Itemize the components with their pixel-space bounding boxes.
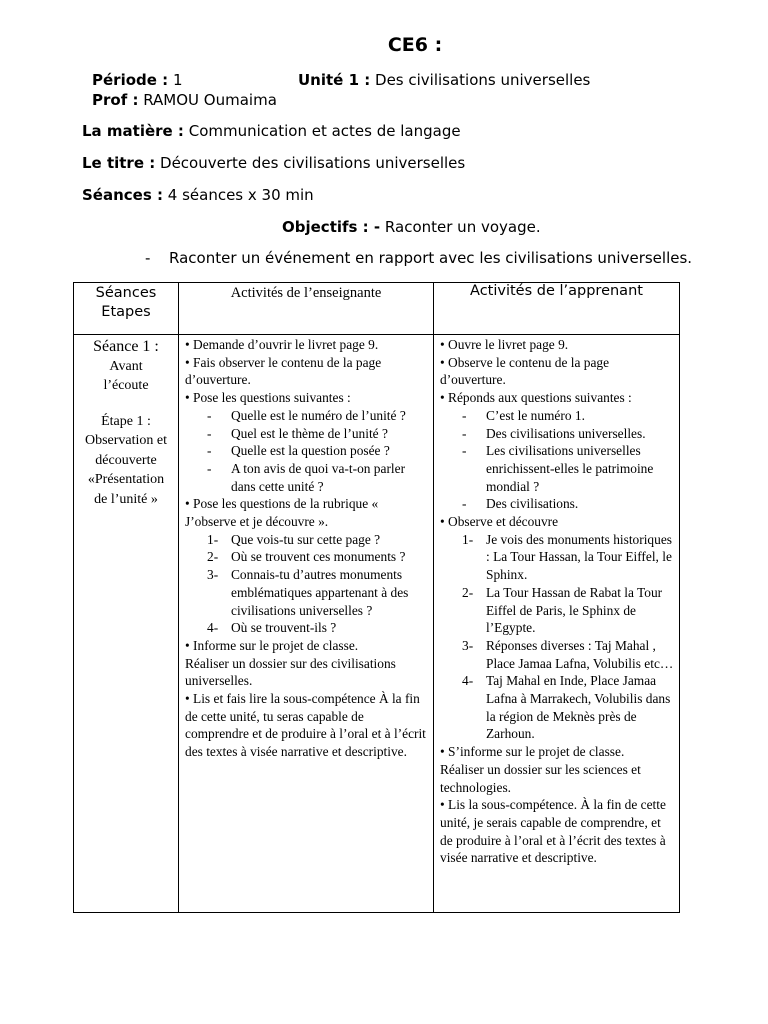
unite-label: Unité 1 : bbox=[298, 71, 371, 89]
ens-question-text: A ton avis de quoi va-t-on parler dans cette unité ? bbox=[231, 460, 406, 494]
objectifs-line bbox=[282, 218, 541, 236]
presentation-text: «Présentation bbox=[87, 472, 165, 487]
observation-text: Observation et bbox=[84, 433, 168, 448]
periode-line bbox=[92, 71, 182, 89]
ens-numbered-text: Que vois-tu sur cette page ? bbox=[231, 531, 381, 547]
dash-marker: - bbox=[462, 443, 467, 459]
app-item: • Réponds aux questions suivantes : bbox=[440, 390, 632, 406]
ens-numbered bbox=[185, 548, 429, 566]
app-item: Réaliser un dossier sur les sciences et technologies. bbox=[440, 761, 641, 795]
ens-question bbox=[185, 407, 429, 425]
objectif-2-dash: - bbox=[145, 249, 151, 267]
ens-item: • Demande d’ouvrir le livret page 9. bbox=[185, 337, 379, 352]
avant-text: Avant bbox=[109, 358, 143, 374]
dash-marker: - bbox=[462, 407, 467, 423]
number-marker: 4- bbox=[462, 673, 474, 689]
number-marker: 1- bbox=[462, 531, 474, 547]
matiere-line bbox=[82, 122, 461, 140]
etape-label: Étape 1 : bbox=[101, 413, 151, 429]
ens-item: • Lis et fais lire la sous-compétence À la fin de cette unité, tu seras capable de comprendre et de produire à l’oral et à l’écrit des textes à visée narrative et descriptive. bbox=[185, 691, 426, 760]
app-numbered bbox=[440, 637, 675, 672]
app-answer bbox=[440, 442, 675, 495]
ens-numbered-text: Où se trouvent ces monuments ? bbox=[231, 549, 406, 565]
table-header-row bbox=[74, 283, 680, 335]
app-numbered-text: Réponses diverses : Taj Mahal , Place Jamaa Lafna, Volubilis etc… bbox=[486, 637, 674, 671]
number-marker: 3- bbox=[207, 567, 219, 583]
app-answer bbox=[440, 425, 675, 443]
etape-cell bbox=[74, 335, 179, 913]
app-answer bbox=[440, 407, 675, 425]
ens-question-text: Quelle est la question posée ? bbox=[231, 443, 390, 459]
number-marker: 2- bbox=[207, 549, 219, 565]
app-numbered bbox=[440, 584, 675, 637]
app-item: • Lis la sous-compétence. À la fin de cette unité, je serais capable de comprendre, et de produire à l’oral et à l’écrit des textes à visée narrative et descriptive. bbox=[440, 797, 666, 866]
ens-item: • Pose les questions de la rubrique « J’observe et je découvre ». bbox=[185, 496, 379, 530]
app-numbered-text: Taj Mahal en Inde, Place Jamaa Lafna à Marrakech, Volubilis dans la région de Meknès près de Zarhoun. bbox=[486, 673, 671, 742]
app-item: • Observe et découvre bbox=[440, 514, 559, 530]
number-marker: 4- bbox=[207, 620, 219, 636]
app-numbered-text: La Tour Hassan de Rabat la Tour Eiffel de Paris, le Sphinx de l’Egypte. bbox=[486, 584, 663, 636]
number-marker: 3- bbox=[462, 637, 474, 653]
app-item: • Observe le contenu de la page d’ouverture. bbox=[440, 354, 610, 388]
number-marker: 2- bbox=[462, 584, 474, 600]
decouverte-text: découverte bbox=[95, 452, 157, 468]
app-answer-text: Des civilisations. bbox=[486, 496, 579, 512]
app-numbered-text: Je vois des monuments historiques : La Tour Hassan, la Tour Eiffel, le Sphinx. bbox=[486, 531, 672, 583]
page-title: CE6 : bbox=[387, 34, 443, 56]
ens-item: • Fais observer le contenu de la page d’ouverture. bbox=[185, 354, 382, 388]
ens-item: Réaliser un dossier sur des civilisations universelles. bbox=[185, 655, 396, 689]
app-item: • S’informe sur le projet de classe. bbox=[440, 744, 625, 760]
header-seances-etapes bbox=[74, 283, 179, 335]
ens-item: • Informe sur le projet de classe. bbox=[185, 637, 359, 653]
prof-label: Prof : bbox=[92, 91, 139, 109]
ens-question bbox=[185, 442, 429, 460]
matiere-label: La matière : bbox=[82, 122, 184, 140]
titre-label: Le titre : bbox=[82, 154, 156, 172]
prof-line bbox=[92, 91, 277, 109]
unite-text: de l’unité » bbox=[94, 491, 158, 507]
ens-question-text: Quel est le thème de l’unité ? bbox=[231, 425, 388, 441]
unite-value: Des civilisations universelles bbox=[375, 71, 591, 89]
dash-marker: - bbox=[207, 407, 212, 423]
header-seances: Séances bbox=[95, 285, 157, 301]
table-row bbox=[74, 335, 680, 913]
matiere-value: Communication et actes de langage bbox=[188, 122, 461, 140]
ens-numbered bbox=[185, 531, 429, 549]
header-etapes: Etapes bbox=[101, 304, 151, 320]
dash-marker: - bbox=[462, 496, 467, 512]
ens-question bbox=[185, 425, 429, 443]
dash-marker: - bbox=[462, 425, 467, 441]
ens-numbered-text: Connais-tu d’autres monuments emblématiques appartenant à des civilisations universelles ? bbox=[231, 567, 409, 618]
number-marker: 1- bbox=[207, 531, 219, 547]
app-answer-text: C’est le numéro 1. bbox=[486, 407, 585, 423]
apprenant-cell bbox=[434, 335, 680, 913]
titre-line bbox=[82, 154, 465, 172]
app-numbered bbox=[440, 672, 675, 743]
periode-label: Période : bbox=[92, 71, 169, 89]
objectif-2-text: Raconter un événement en rapport avec les civilisations universelles. bbox=[169, 249, 693, 267]
ens-numbered bbox=[185, 619, 429, 637]
ens-question bbox=[185, 460, 429, 495]
dash-marker: - bbox=[207, 443, 212, 459]
prof-value: RAMOU Oumaima bbox=[143, 91, 277, 109]
header-enseignante: Activités de l’enseignante bbox=[179, 283, 434, 335]
app-answer-text: Des civilisations universelles. bbox=[486, 425, 646, 441]
ens-numbered bbox=[185, 566, 429, 619]
objectifs-label: Objectifs : - bbox=[282, 218, 381, 236]
objectifs-value: Raconter un voyage. bbox=[384, 218, 541, 236]
seances-label: Séances : bbox=[82, 186, 163, 204]
unite-line bbox=[298, 71, 590, 89]
app-answer bbox=[440, 495, 675, 513]
seances-value: 4 séances x 30 min bbox=[167, 186, 314, 204]
app-item: • Ouvre le livret page 9. bbox=[440, 337, 569, 352]
titre-value: Découverte des civilisations universelles bbox=[160, 154, 466, 172]
dash-marker: - bbox=[207, 460, 212, 476]
dash-marker: - bbox=[207, 425, 212, 441]
periode-value: 1 bbox=[172, 71, 183, 89]
header-apprenant: Activités de l’apprenant bbox=[434, 283, 680, 335]
ens-question-text: Quelle est le numéro de l’unité ? bbox=[231, 407, 406, 423]
seance-label: Séance 1 : bbox=[93, 338, 159, 355]
app-numbered bbox=[440, 531, 675, 584]
enseignante-cell bbox=[179, 335, 434, 913]
seances-line bbox=[82, 186, 314, 204]
ecoute-text: l’écoute bbox=[103, 378, 149, 393]
app-answer-text: Les civilisations universelles enrichissent-elles le patrimoine mondial ? bbox=[486, 443, 654, 494]
ens-item: • Pose les questions suivantes : bbox=[185, 390, 351, 406]
lesson-table bbox=[73, 282, 680, 913]
ens-numbered-text: Où se trouvent-ils ? bbox=[231, 620, 337, 636]
